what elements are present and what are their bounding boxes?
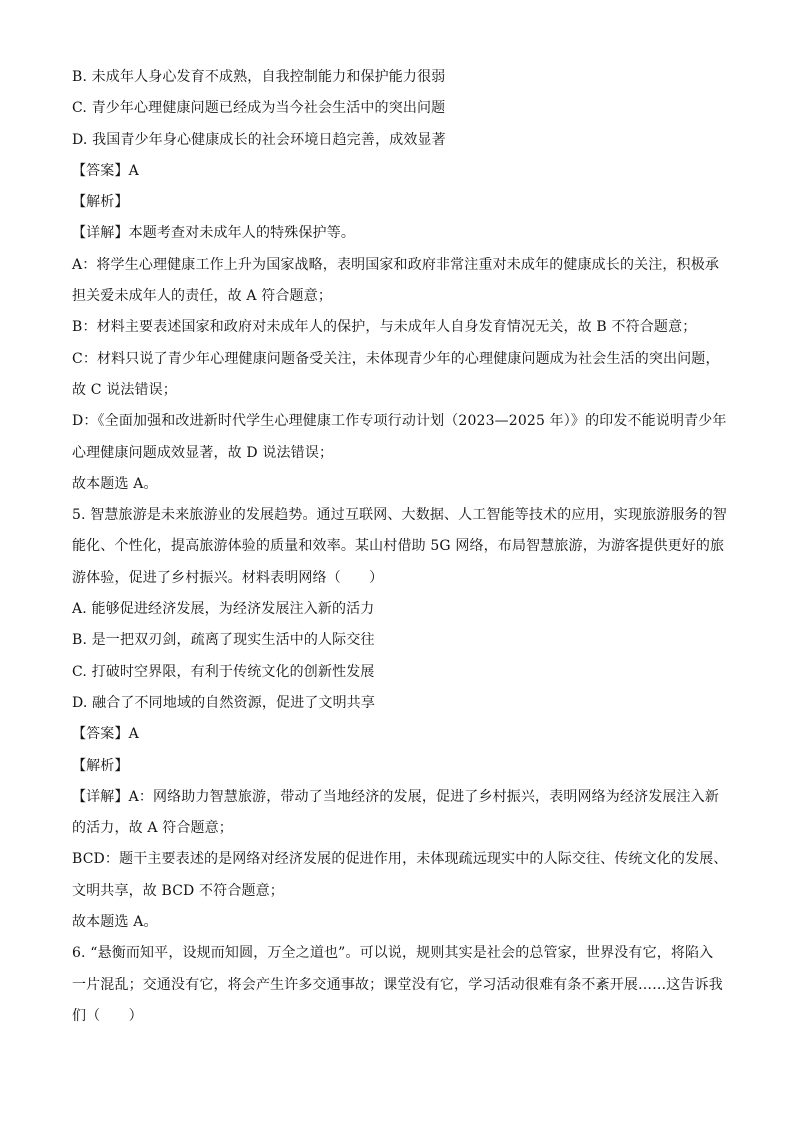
- option-c-line: C. 青少年心理健康问题已经成为当今社会生活中的突出问题: [72, 100, 446, 117]
- answer-label: 【答案】A: [72, 726, 139, 743]
- explanation-line: D：《全面加强和改进新时代学生心理健康工作专项行动计划（2023—2025 年）》的印发不能说明青少年: [72, 413, 727, 430]
- question-6-line: 们（ ）: [72, 1007, 143, 1024]
- question-5-line: 5. 智慧旅游是未来旅游业的发展趋势。通过互联网、大数据、人工智能等技术的应用，实现旅游服务的智: [72, 507, 728, 524]
- explanation-line: BCD：题干主要表述的是网络对经济发展的促进作用，未体现疏远现实中的人际交往、传统文化的发展、: [72, 851, 728, 868]
- explanation-line: 的活力，故 A 符合题意；: [72, 820, 233, 837]
- option-d-line: D. 融合了不同地域的自然资源，促进了文明共享: [72, 694, 376, 711]
- question-6-line: 一片混乱；交通没有它，将会产生许多交通事故；课堂没有它，学习活动很难有条不紊开展……这告诉我: [72, 976, 723, 993]
- explanation-line: B：材料主要表述国家和政府对未成年人的保护，与未成年人自身发育情况无关，故 B 不符合题意；: [72, 319, 697, 336]
- option-b-line: B. 是一把双刃剑，疏离了现实生活中的人际交往: [72, 632, 375, 649]
- option-c-line: C. 打破时空界限，有利于传统文化的创新性发展: [72, 663, 375, 680]
- option-b-line: B. 未成年人身心发育不成熟，自我控制能力和保护能力很弱: [72, 69, 446, 85]
- explanation-line: 担关爱未成年人的责任，故 A 符合题意；: [72, 288, 333, 305]
- question-5-line: 能化、个性化，提高旅游体验的质量和效率。某山村借助 5G 网络，布局智慧旅游，为游客提供更好的旅: [72, 538, 725, 555]
- explanation-line: C：材料只说了青少年心理健康问题备受关注，未体现青少年的心理健康问题成为社会生活的突出问题，: [72, 350, 720, 367]
- analysis-label: 【解析】: [72, 194, 129, 211]
- question-6-line: 6. “悬衡而知平，设规而知圆，万全之道也”。可以说，规则其实是社会的总管家，世界没有它，将陷入: [72, 945, 714, 962]
- answer-label: 【答案】A: [72, 162, 139, 179]
- explanation-line: 文明共享，故 BCD 不符合题意；: [72, 882, 284, 899]
- detail-line: 【详解】本题考查对未成年人的特殊保护等。: [72, 225, 355, 242]
- explanation-line: 心理健康问题成效显著，故 D 说法错误；: [72, 444, 334, 461]
- explanation-line: A：将学生心理健康工作上升为国家战略，表明国家和政府非常注重对未成年的健康成长的关注，积极承: [72, 256, 720, 273]
- option-a-line: A. 能够促进经济发展，为经济发展注入新的活力: [72, 601, 375, 618]
- option-d-line: D. 我国青少年身心健康成长的社会环境日趋完善，成效显著: [72, 131, 446, 148]
- analysis-label: 【解析】: [72, 757, 129, 774]
- conclusion-line: 故本题选 A。: [72, 475, 158, 492]
- conclusion-line: 故本题选 A。: [72, 914, 158, 931]
- explanation-line: 故 C 说法错误；: [72, 381, 177, 398]
- detail-line: 【详解】A：网络助力智慧旅游，带动了当地经济的发展，促进了乡村振兴，表明网络为经济发展注入新: [72, 788, 720, 805]
- question-5-line: 游体验，促进了乡村振兴。材料表明网络（ ）: [72, 569, 384, 586]
